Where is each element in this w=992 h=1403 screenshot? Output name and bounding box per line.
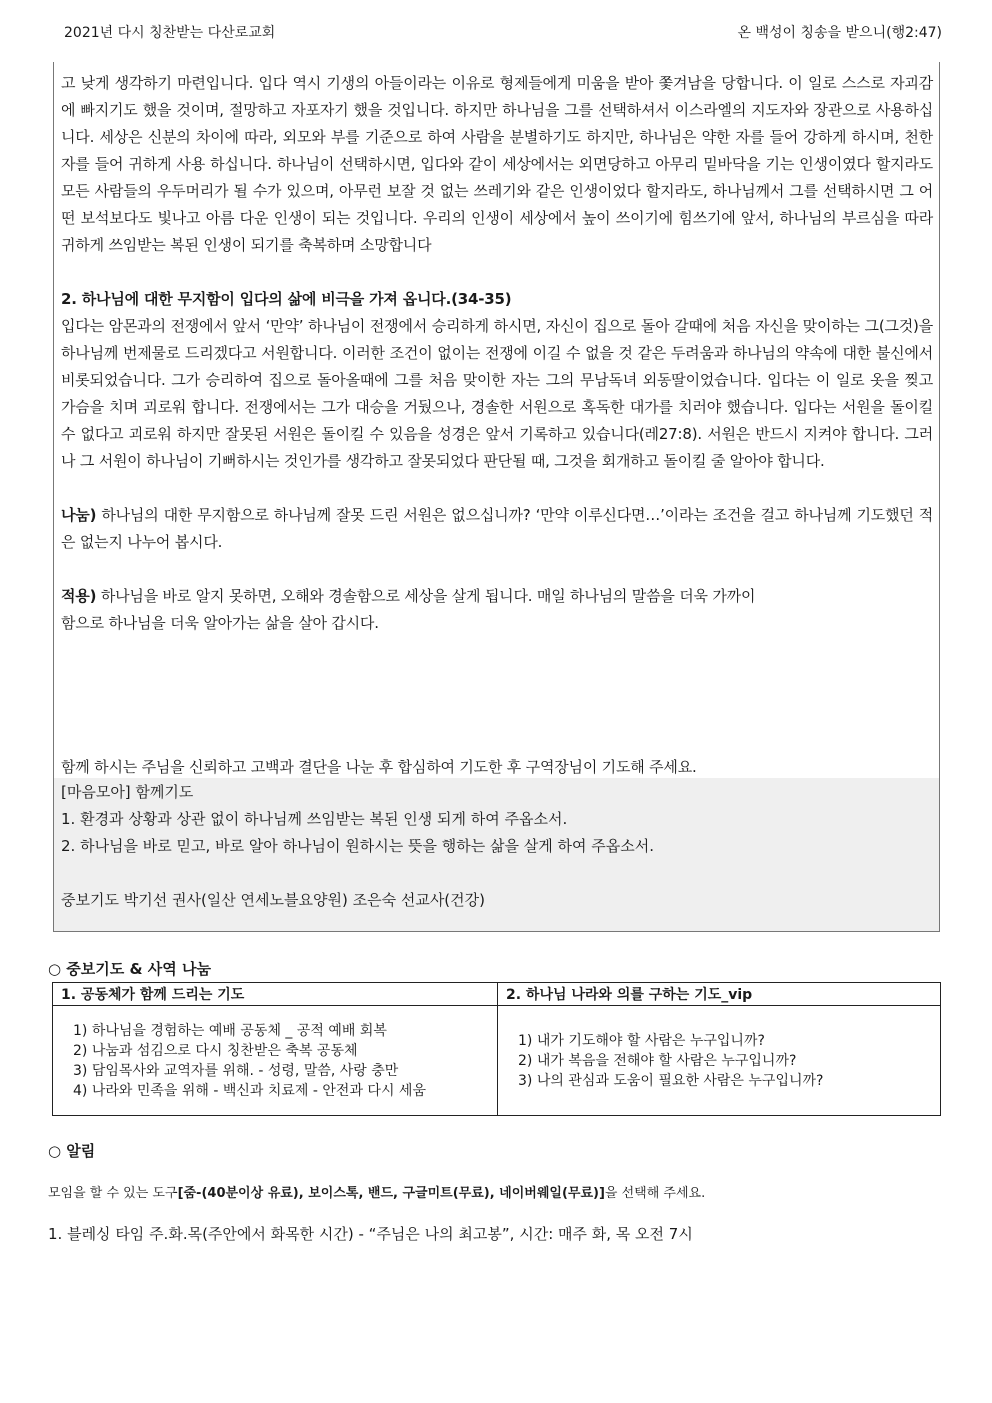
application [61, 583, 933, 610]
list-item: 1) 하나님을 경험하는 예배 공동체 _ 공적 예배 회복 [73, 1022, 387, 1039]
intercession-line: 중보기도 박기선 권사(일산 연세노블요양원) 조은숙 선교사(건강) [61, 891, 485, 909]
table-header-vip: 2. 하나님 나라와 의를 구하는 기도_vip [498, 983, 941, 1006]
list-item: 2) 나눔과 섬김으로 다시 칭찬받은 축복 공동체 [73, 1042, 358, 1059]
sermon-box [53, 62, 940, 932]
point-2-title: 2. 하나님에 대한 무지함이 입다의 삶에 비극을 가져 옵니다.(34-35) [61, 290, 512, 308]
list-item: 4) 나라와 민족을 위해 - 백신과 치료제 - 안전과 다시 세움 [73, 1082, 426, 1099]
closing-instruction: 함께 하시는 주님을 신뢰하고 고백과 결단을 나눈 후 합심하여 기도한 후 구역장님이 기도해 주세요. [61, 758, 697, 776]
notice-item-1: 1. 블레싱 타임 주.화.목(주안에서 화목한 시간) - “주님은 나의 최고봉”, 시간: 매주 화, 목 오전 7시 [48, 1225, 693, 1243]
header-left-title: 2021년 다시 칭찬받는 다산로교회 [64, 25, 276, 41]
vip-prayer-cell [498, 1006, 941, 1116]
share-question [61, 502, 933, 556]
prayer-item-1: 1. 환경과 상황과 상관 없이 하나님께 쓰임받는 복된 인생 되게 하여 주옵소서. [61, 810, 568, 828]
prayer-item-2: 2. 하나님을 바로 믿고, 바로 알아 하나님이 원하시는 뜻을 행하는 삶을 살게 하여 주옵소서. [61, 837, 654, 855]
share-text: 하나님의 대한 무지함으로 하나님께 잘못 드린 서원은 없으십니까? ‘만약 이루신다면…’이라는 조건을 걸고 하나님께 기도했던 적은 없는지 나누어 봅시다. [61, 506, 933, 551]
notice-tools-list: [줌-(40분이상 유료), 보이스톡, 밴드, 구글미트(무료), 네이버웨일(무료)] [177, 1186, 605, 1201]
section-title-intercession: ○ 중보기도 & 사역 나눔 [48, 960, 211, 978]
paragraph-1: 고 낮게 생각하기 마련입니다. 입다 역시 기생의 아들이라는 이유로 형제들에게 미움을 받아 쫓겨남을 당합니다. 이 일로 스스로 자괴감에 빠지기도 했을 것이며, 절망하고 자포자기 했을 것입니다. 하지만 하나님을 그를 선택하셔서 이스라엘의 지도자와 장관으로 사용하십니다. 세상은 신분의 차이에 따라, 외모와 부를 기준으로 하여 사람을 분별하기도 하지만, 하나님은 약한 자를 들어 강하게 하시며, 천한 자를 들어 귀하게 사용 하십니다. 하나님이 선택하시면, 입다와 같이 세상에서는 외면당하고 아무리 밑바닥을 기는 인생이였다 할지라도 모든 사람들의 우두머리가 될 수가 있으며, 아무런 보잘 것 없는 쓰레기와 같은 인생이었다 할지라도, 하나님께서 그를 선택하시면 그 어떤 보석보다도 빛나고 아름 다운 인생이 되는 것입니다. 우리의 인생이 세상에서 높이 쓰이기에 힘쓰기에 앞서, 하나님의 부르심을 따라 귀하게 쓰임받는 복된 인생이 되기를 축복하며 소망합니다 [61, 74, 933, 254]
list-item: 2) 내가 복음을 전해야 할 사람은 누구입니까? [518, 1052, 797, 1069]
sermon-text [61, 70, 933, 776]
apply-label: 적용) [61, 587, 97, 605]
share-label: 나눔) [61, 506, 97, 524]
notice-pre: 모임을 할 수 있는 도구 [48, 1186, 178, 1201]
list-item: 3) 담임목사와 교역자를 위해. - 성령, 말씀, 사랑 충만 [73, 1062, 399, 1079]
apply-line-2: 함으로 하나님을 더욱 알아가는 삶을 살아 갑시다. [61, 614, 379, 632]
apply-line-1: 하나님을 바로 알지 못하면, 오해와 경솔함으로 세상을 살게 됩니다. 매일 하나님의 말씀을 더욱 가까이 [96, 587, 756, 605]
prayer-box [54, 778, 939, 931]
notice-post: 을 선택해 주세요. [604, 1186, 706, 1201]
section-title-notice: ○ 알림 [48, 1142, 96, 1160]
prayer-table [52, 982, 941, 1116]
notice-tools [48, 1182, 705, 1201]
table-header-community: 1. 공동체가 함께 드리는 기도 [53, 983, 498, 1006]
header-right-verse: 온 백성이 칭송을 받으니(행2:47) [737, 25, 942, 41]
community-prayer-cell [53, 1006, 498, 1116]
prayer-text [61, 779, 654, 914]
list-item: 1) 내가 기도해야 할 사람은 누구입니까? [518, 1032, 765, 1049]
prayer-title: [마음모아] 함께기도 [61, 783, 194, 801]
list-item: 3) 나의 관심과 도움이 필요한 사람은 누구입니까? [518, 1072, 824, 1089]
paragraph-2: 입다는 암몬과의 전쟁에서 앞서 ‘만약’ 하나님이 전쟁에서 승리하게 하시면, 자신이 집으로 돌아 갈때에 처음 자신을 맞이하는 그(그것)을 하나님께 번제물로 드리겠다고 서원합니다. 이러한 조건이 없이는 전쟁에 이길 수 없을 것 같은 두려움과 하나님의 약속에 대한 불신에서 비롯되었습니다. 그가 승리하여 집으로 돌아올때에 그를 처음 맞이한 자는 그의 무남독녀 외동딸이었습니다. 입다는 이 일로 옷을 찢고 가슴을 치며 괴로워 합니다. 전쟁에서는 그가 대승을 거뒀으나, 경솔한 서원으로 혹독한 대가를 치러야 했습니다. 입다는 서원을 돌이킬 수 없다고 괴로워 하지만 잘못된 서원은 돌이킬 수 있음을 성경은 앞서 기록하고 있습니다(레27:8). 서원은 반드시 지켜야 합니다. 그러나 그 서원이 하나님이 기뻐하시는 것인가를 생각하고 잘못되었다 판단될 때, 그것을 회개하고 돌이킬 줄 알아야 합니다. [61, 317, 933, 470]
